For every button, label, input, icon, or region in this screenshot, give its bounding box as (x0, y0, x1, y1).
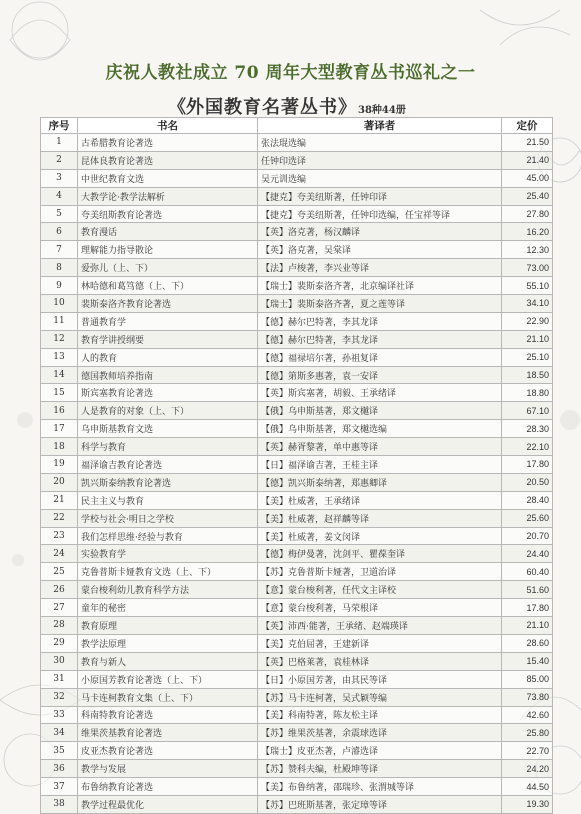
author-translator: 【捷克】夸美纽斯著，任钟印译 (258, 187, 502, 205)
book-title: 教育学讲授纲要 (78, 330, 258, 348)
book-title: 学校与社会·明日之学校 (78, 509, 258, 527)
price: 27.80 (502, 205, 553, 223)
book-title: 蒙台梭利幼儿教育科学方法 (78, 581, 258, 599)
row-number: 10 (41, 295, 78, 313)
row-number: 13 (41, 348, 78, 366)
table-row (41, 438, 553, 456)
table-row (41, 384, 553, 402)
book-title: 大教学论·教学法解析 (78, 187, 258, 205)
table-row (41, 402, 553, 420)
author-translator: 【美】科南特著，陈友松主译 (258, 706, 502, 724)
table-row (41, 634, 553, 652)
price: 25.60 (502, 509, 553, 527)
price: 24.20 (502, 760, 553, 778)
row-number: 35 (41, 742, 78, 760)
table-row (41, 491, 553, 509)
book-title: 教育与新人 (78, 652, 258, 670)
book-title: 福泽谕吉教育论著选 (78, 456, 258, 474)
book-title: 人是教育的对象（上、下） (78, 402, 258, 420)
price: 73.80 (502, 688, 553, 706)
table-row (41, 581, 553, 599)
book-title: 古希腊教育论著选 (78, 134, 258, 152)
author-translator: 【日】福泽谕吉著，王桂主译 (258, 456, 502, 474)
table-row (41, 795, 553, 813)
author-translator: 【德】赫尔巴特著，李其龙译 (258, 330, 502, 348)
table-row (41, 617, 553, 635)
price: 34.10 (502, 295, 553, 313)
table-row (41, 778, 553, 796)
table-row (41, 688, 553, 706)
price: 21.10 (502, 330, 553, 348)
row-number: 22 (41, 509, 78, 527)
price: 42.60 (502, 706, 553, 724)
book-title: 乌申斯基教育文选 (78, 420, 258, 438)
book-title: 昆体良教育论著选 (78, 151, 258, 169)
price: 67.10 (502, 402, 553, 420)
table-row (41, 259, 553, 277)
author-translator: 【捷克】夸美纽斯著，任钟印选编，任宝祥等译 (258, 205, 502, 223)
book-title: 理解能力指导散论 (78, 241, 258, 259)
header (0, 58, 581, 118)
row-number: 7 (41, 241, 78, 259)
row-number: 38 (41, 795, 78, 813)
price: 12.30 (502, 241, 553, 259)
series-title (168, 93, 406, 119)
table-row (41, 330, 553, 348)
row-number: 4 (41, 187, 78, 205)
author-translator: 【德】梅伊曼著，沈剑平、瞿葆奎译 (258, 545, 502, 563)
table-row (41, 134, 553, 152)
table-row (41, 348, 553, 366)
price: 16.20 (502, 223, 553, 241)
table-row (41, 652, 553, 670)
table-row (41, 760, 553, 778)
book-table (40, 117, 553, 814)
author-translator: 【美】布鲁纳著，邵瑞珍、张渭城等译 (258, 778, 502, 796)
author-translator: 【德】赫尔巴特著，李其龙译 (258, 312, 502, 330)
row-number: 8 (41, 259, 78, 277)
row-number: 19 (41, 456, 78, 474)
open-bracket: 《 (168, 97, 186, 118)
author-translator: 【英】巴格莱著，袁桂林译 (258, 652, 502, 670)
row-number: 23 (41, 527, 78, 545)
table-row (41, 295, 553, 313)
row-number: 6 (41, 223, 78, 241)
book-title: 马卡连柯教育文集（上、下） (78, 688, 258, 706)
row-number: 17 (41, 420, 78, 438)
table-row (41, 599, 553, 617)
author-translator: 【英】赫胥黎著，单中惠等译 (258, 438, 502, 456)
row-number: 27 (41, 599, 78, 617)
table-row (41, 670, 553, 688)
author-translator: 【苏】巴班斯基著，张定璋等译 (258, 795, 502, 813)
column-header-author: 著译者 (258, 118, 502, 134)
table-row (41, 312, 553, 330)
book-title: 裴斯泰洛齐教育论著选 (78, 295, 258, 313)
row-number: 33 (41, 706, 78, 724)
price: 19.30 (502, 795, 553, 813)
author-translator: 【美】杜威著，王承绪译 (258, 491, 502, 509)
row-number: 15 (41, 384, 78, 402)
book-title: 实验教育学 (78, 545, 258, 563)
price: 22.70 (502, 742, 553, 760)
row-number: 24 (41, 545, 78, 563)
author-translator: 【美】杜威著，姜文闵译 (258, 527, 502, 545)
author-translator: 【英】洛克著，吴棠译 (258, 241, 502, 259)
row-number: 36 (41, 760, 78, 778)
author-translator: 【美】克伯屈著，王建新译 (258, 634, 502, 652)
table-row (41, 563, 553, 581)
row-number: 20 (41, 473, 78, 491)
column-header-price: 定价 (502, 118, 553, 134)
table-row (41, 277, 553, 295)
price: 45.00 (502, 169, 553, 187)
table-row (41, 420, 553, 438)
book-title: 皮亚杰教育论著选 (78, 742, 258, 760)
author-translator: 【意】蒙台梭利著，任代文主译校 (258, 581, 502, 599)
table-row (41, 545, 553, 563)
price: 21.10 (502, 617, 553, 635)
price: 17.80 (502, 456, 553, 474)
row-number: 32 (41, 688, 78, 706)
volume-count: 38种44册 (358, 105, 406, 116)
price: 21.40 (502, 151, 553, 169)
book-title: 夸美纽斯教育论著选 (78, 205, 258, 223)
author-translator: 吴元训选编 (258, 169, 502, 187)
author-translator: 【瑞士】裴斯泰洛齐著，北京编译社译 (258, 277, 502, 295)
row-number: 16 (41, 402, 78, 420)
price: 15.40 (502, 652, 553, 670)
row-number: 3 (41, 169, 78, 187)
column-header-title: 书名 (78, 118, 258, 134)
author-translator: 【英】沛西·能著，王承绪、赵端瑛译 (258, 617, 502, 635)
author-translator: 【瑞士】裴斯泰洛齐著，夏之莲等译 (258, 295, 502, 313)
book-title: 斯宾塞教育论著选 (78, 384, 258, 402)
table-row (41, 169, 553, 187)
book-title: 科南特教育论著选 (78, 706, 258, 724)
author-translator: 【德】第斯多惠著，袁一安译 (258, 366, 502, 384)
page-title: 庆祝人教社成立 70 周年大型教育丛书巡礼之一 (105, 63, 476, 83)
table-row (41, 366, 553, 384)
table-row (41, 187, 553, 205)
table-row (41, 151, 553, 169)
author-translator: 【德】凯兴斯泰纳著，郑惠卿译 (258, 473, 502, 491)
price: 73.00 (502, 259, 553, 277)
book-title: 小原国芳教育论著选（上、下） (78, 670, 258, 688)
row-number: 29 (41, 634, 78, 652)
book-title: 我们怎样思维·经验与教育 (78, 527, 258, 545)
column-header-no: 序号 (41, 118, 78, 134)
price: 20.50 (502, 473, 553, 491)
table-row (41, 509, 553, 527)
row-number: 30 (41, 652, 78, 670)
price: 25.10 (502, 348, 553, 366)
author-translator: 【俄】乌申斯基著，郑文樾译 (258, 402, 502, 420)
close-bracket: 》 (338, 97, 356, 118)
row-number: 28 (41, 617, 78, 635)
row-number: 5 (41, 205, 78, 223)
author-translator: 【苏】赞科夫编，杜殿坤等译 (258, 760, 502, 778)
table-row (41, 742, 553, 760)
price: 20.70 (502, 527, 553, 545)
row-number: 26 (41, 581, 78, 599)
price: 18.80 (502, 384, 553, 402)
price: 22.90 (502, 312, 553, 330)
price: 85.00 (502, 670, 553, 688)
price: 25.80 (502, 724, 553, 742)
table-row (41, 205, 553, 223)
row-number: 25 (41, 563, 78, 581)
series-name: 外国教育名著丛书 (186, 97, 338, 118)
author-translator: 【意】蒙台梭利著，马荣根译 (258, 599, 502, 617)
author-translator: 【美】杜威著，赵祥麟等译 (258, 509, 502, 527)
row-number: 12 (41, 330, 78, 348)
book-title: 教学法原理 (78, 634, 258, 652)
table-row (41, 527, 553, 545)
book-title: 爱弥儿（上、下） (78, 259, 258, 277)
book-title: 人的教育 (78, 348, 258, 366)
book-title: 童年的秘密 (78, 599, 258, 617)
price: 44.50 (502, 778, 553, 796)
table-row (41, 473, 553, 491)
book-title: 维果茨基教育论著选 (78, 724, 258, 742)
row-number: 21 (41, 491, 78, 509)
table-body (41, 134, 553, 814)
author-translator: 【英】斯宾塞著，胡毅、王承绪译 (258, 384, 502, 402)
price: 24.40 (502, 545, 553, 563)
row-number: 31 (41, 670, 78, 688)
price: 60.40 (502, 563, 553, 581)
book-title: 林哈德和葛笃德（上、下） (78, 277, 258, 295)
author-translator: 【法】卢梭著，李兴业等译 (258, 259, 502, 277)
table-row (41, 706, 553, 724)
book-title: 德国教师培养指南 (78, 366, 258, 384)
book-title: 教学过程最优化 (78, 795, 258, 813)
author-translator: 【苏】克鲁普斯卡娅著，卫道治译 (258, 563, 502, 581)
author-translator: 任钟印选译 (258, 151, 502, 169)
author-translator: 【俄】乌申斯基著，郑文樾选编 (258, 420, 502, 438)
price: 25.40 (502, 187, 553, 205)
book-title: 中世纪教育文选 (78, 169, 258, 187)
price: 51.60 (502, 581, 553, 599)
book-title: 凯兴斯泰纳教育论著选 (78, 473, 258, 491)
row-number: 1 (41, 134, 78, 152)
book-title: 克鲁普斯卡娅教育文选（上、下） (78, 563, 258, 581)
book-title: 布鲁纳教育论著选 (78, 778, 258, 796)
price: 28.40 (502, 491, 553, 509)
book-title: 普通教育学 (78, 312, 258, 330)
row-number: 18 (41, 438, 78, 456)
price: 55.10 (502, 277, 553, 295)
author-translator: 【英】洛克著，杨汉麟译 (258, 223, 502, 241)
row-number: 34 (41, 724, 78, 742)
author-translator: 张法琨选编 (258, 134, 502, 152)
book-title: 教学与发展 (78, 760, 258, 778)
book-title: 科学与教育 (78, 438, 258, 456)
author-translator: 【苏】马卡连柯著，吴式颖等编 (258, 688, 502, 706)
table-header-row (41, 118, 553, 134)
table-row (41, 724, 553, 742)
price: 18.50 (502, 366, 553, 384)
price: 17.80 (502, 599, 553, 617)
row-number: 9 (41, 277, 78, 295)
row-number: 37 (41, 778, 78, 796)
author-translator: 【苏】维果茨基著，余震球选译 (258, 724, 502, 742)
price: 28.60 (502, 634, 553, 652)
price: 21.50 (502, 134, 553, 152)
price: 22.10 (502, 438, 553, 456)
table-row (41, 241, 553, 259)
author-translator: 【日】小原国芳著，由其民等译 (258, 670, 502, 688)
table-row (41, 456, 553, 474)
price: 28.30 (502, 420, 553, 438)
row-number: 14 (41, 366, 78, 384)
table-row (41, 223, 553, 241)
book-title: 民主主义与教育 (78, 491, 258, 509)
row-number: 2 (41, 151, 78, 169)
row-number: 11 (41, 312, 78, 330)
author-translator: 【瑞士】皮亚杰著，卢濬选译 (258, 742, 502, 760)
book-title: 教育原理 (78, 617, 258, 635)
book-title: 教育漫话 (78, 223, 258, 241)
author-translator: 【德】福禄培尔著，孙祖复译 (258, 348, 502, 366)
